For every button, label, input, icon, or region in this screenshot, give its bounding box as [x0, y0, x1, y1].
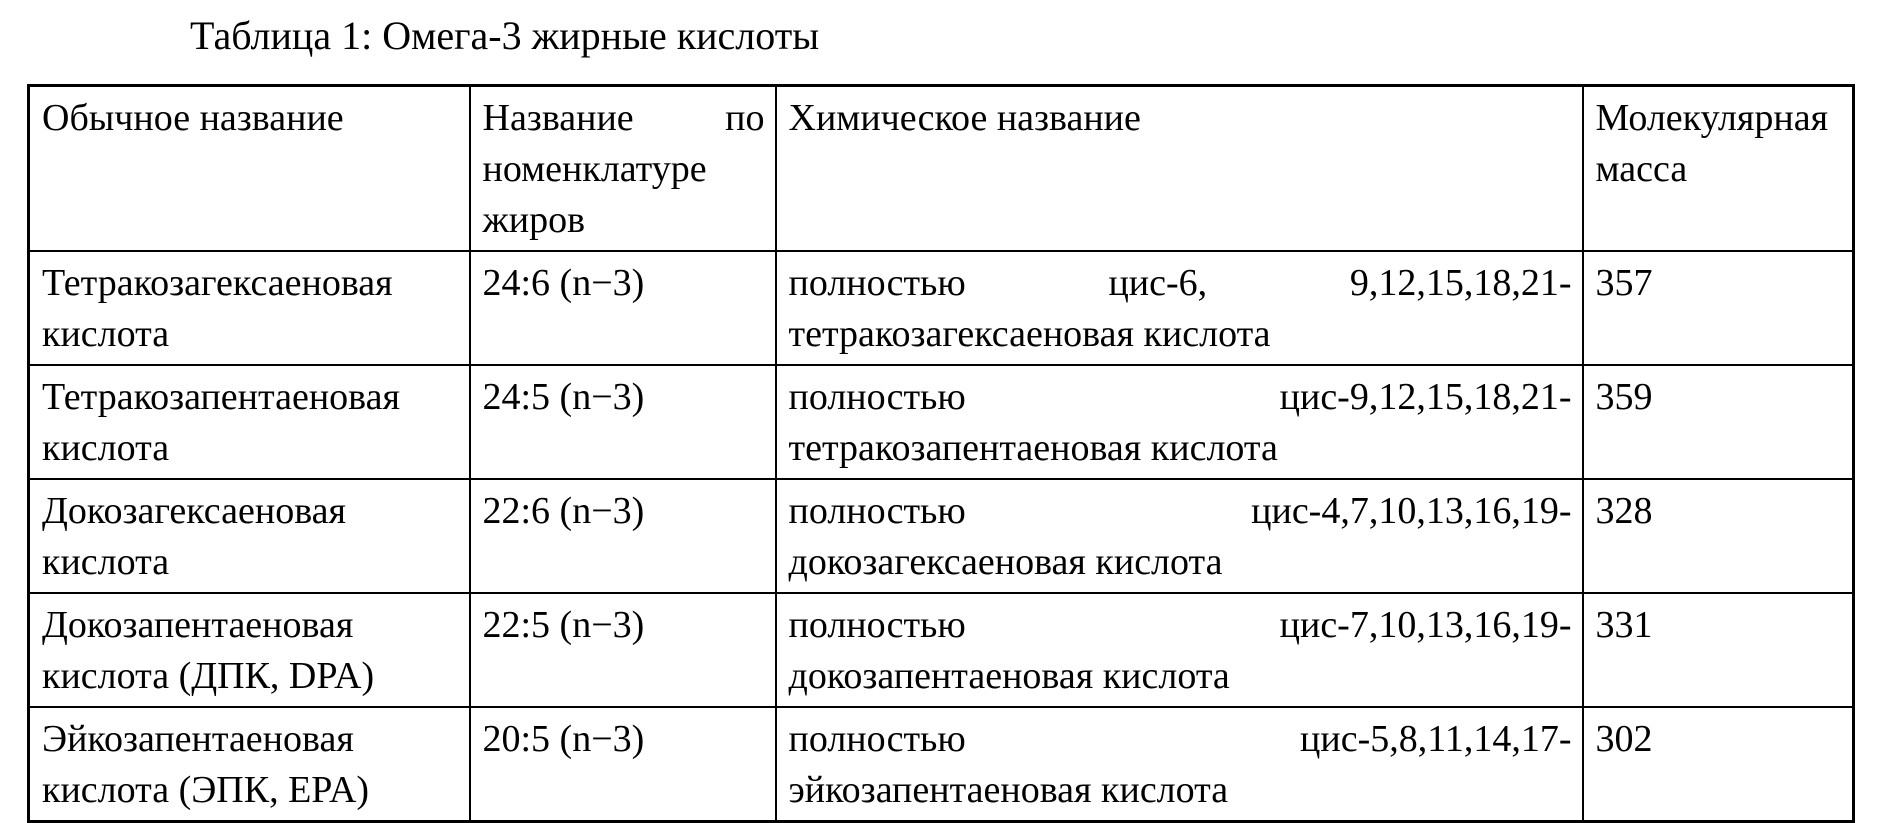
chemical-name-line2: тетракозапентаеновая кислота [788, 427, 1278, 469]
cell-lipid-name [470, 365, 776, 479]
cell-lipid-name [470, 251, 776, 365]
lipid-name: 24:5 (n−3) [482, 376, 645, 418]
cell-common-name [29, 593, 470, 707]
common-name-line1: Тетракозагексаеновая [42, 262, 393, 304]
cell-chemical-name [776, 707, 1583, 822]
header-lipid-name-line2: номенклатуре [482, 148, 707, 190]
chemical-name-line2: докозапентаеновая кислота [788, 655, 1230, 697]
chemical-name-line2: тетракозагексаеновая кислота [788, 313, 1271, 355]
common-name-line1: Эйкозапентаеновая [42, 718, 354, 760]
cell-molar-mass [1583, 593, 1854, 707]
cell-molar-mass [1583, 479, 1854, 593]
common-name-line2: кислота (ЭПК, EPA) [42, 769, 370, 811]
cell-lipid-name [470, 593, 776, 707]
common-name-line2: кислота [42, 541, 170, 583]
common-name-line1: Тетракозапентаеновая [42, 376, 400, 418]
cell-chemical-name [776, 365, 1583, 479]
lipid-name: 22:5 (n−3) [482, 604, 645, 646]
table-row [29, 251, 1854, 365]
chemical-name-line2: докозагексаеновая кислота [788, 541, 1223, 583]
table-row [29, 365, 1854, 479]
header-common-name [29, 86, 470, 252]
header-common-name-text: Обычное название [42, 97, 344, 139]
molar-mass: 357 [1595, 262, 1653, 304]
cell-common-name [29, 707, 470, 822]
cell-lipid-name [470, 707, 776, 822]
table-caption: Таблица 1: Омега-3 жирные кислоты [190, 13, 820, 58]
omega3-table [27, 84, 1855, 823]
cell-molar-mass [1583, 707, 1854, 822]
molar-mass: 328 [1595, 490, 1653, 532]
common-name-line2: кислота [42, 427, 170, 469]
header-chemical-name-text: Химическое название [788, 97, 1141, 139]
header-molar-mass [1583, 86, 1854, 252]
table-header-row [29, 86, 1854, 252]
molar-mass: 331 [1595, 604, 1653, 646]
cell-chemical-name [776, 251, 1583, 365]
molar-mass: 302 [1595, 718, 1653, 760]
header-molar-mass-line1: Молекулярная [1595, 97, 1829, 139]
chemical-name-line1: полностью цис-6, 9,12,15,18,21- [788, 262, 1572, 304]
cell-lipid-name [470, 479, 776, 593]
cell-common-name [29, 479, 470, 593]
header-lipid-name-line3: жиров [482, 199, 586, 241]
header-lipid-name-line1: Название по [482, 97, 765, 139]
lipid-name: 24:6 (n−3) [482, 262, 645, 304]
cell-chemical-name [776, 593, 1583, 707]
molar-mass: 359 [1595, 376, 1653, 418]
cell-common-name [29, 251, 470, 365]
lipid-name: 22:6 (n−3) [482, 490, 645, 532]
cell-molar-mass [1583, 251, 1854, 365]
chemical-name-line2: эйкозапентаеновая кислота [788, 769, 1229, 811]
common-name-line2: кислота (ДПК, DPA) [42, 655, 375, 697]
cell-molar-mass [1583, 365, 1854, 479]
table-row [29, 479, 1854, 593]
header-molar-mass-line2: масса [1595, 148, 1688, 190]
common-name-line1: Докозапентаеновая [42, 604, 354, 646]
common-name-line1: Докозагексаеновая [42, 490, 346, 532]
lipid-name: 20:5 (n−3) [482, 718, 645, 760]
header-lipid-name [470, 86, 776, 252]
chemical-name-line1: полностью цис-7,10,13,16,19- [788, 604, 1572, 646]
cell-chemical-name [776, 479, 1583, 593]
cell-common-name [29, 365, 470, 479]
header-chemical-name [776, 86, 1583, 252]
table-row [29, 593, 1854, 707]
chemical-name-line1: полностью цис-5,8,11,14,17- [788, 718, 1572, 760]
chemical-name-line1: полностью цис-4,7,10,13,16,19- [788, 490, 1572, 532]
common-name-line2: кислота [42, 313, 170, 355]
table-row [29, 707, 1854, 822]
chemical-name-line1: полностью цис-9,12,15,18,21- [788, 376, 1572, 418]
